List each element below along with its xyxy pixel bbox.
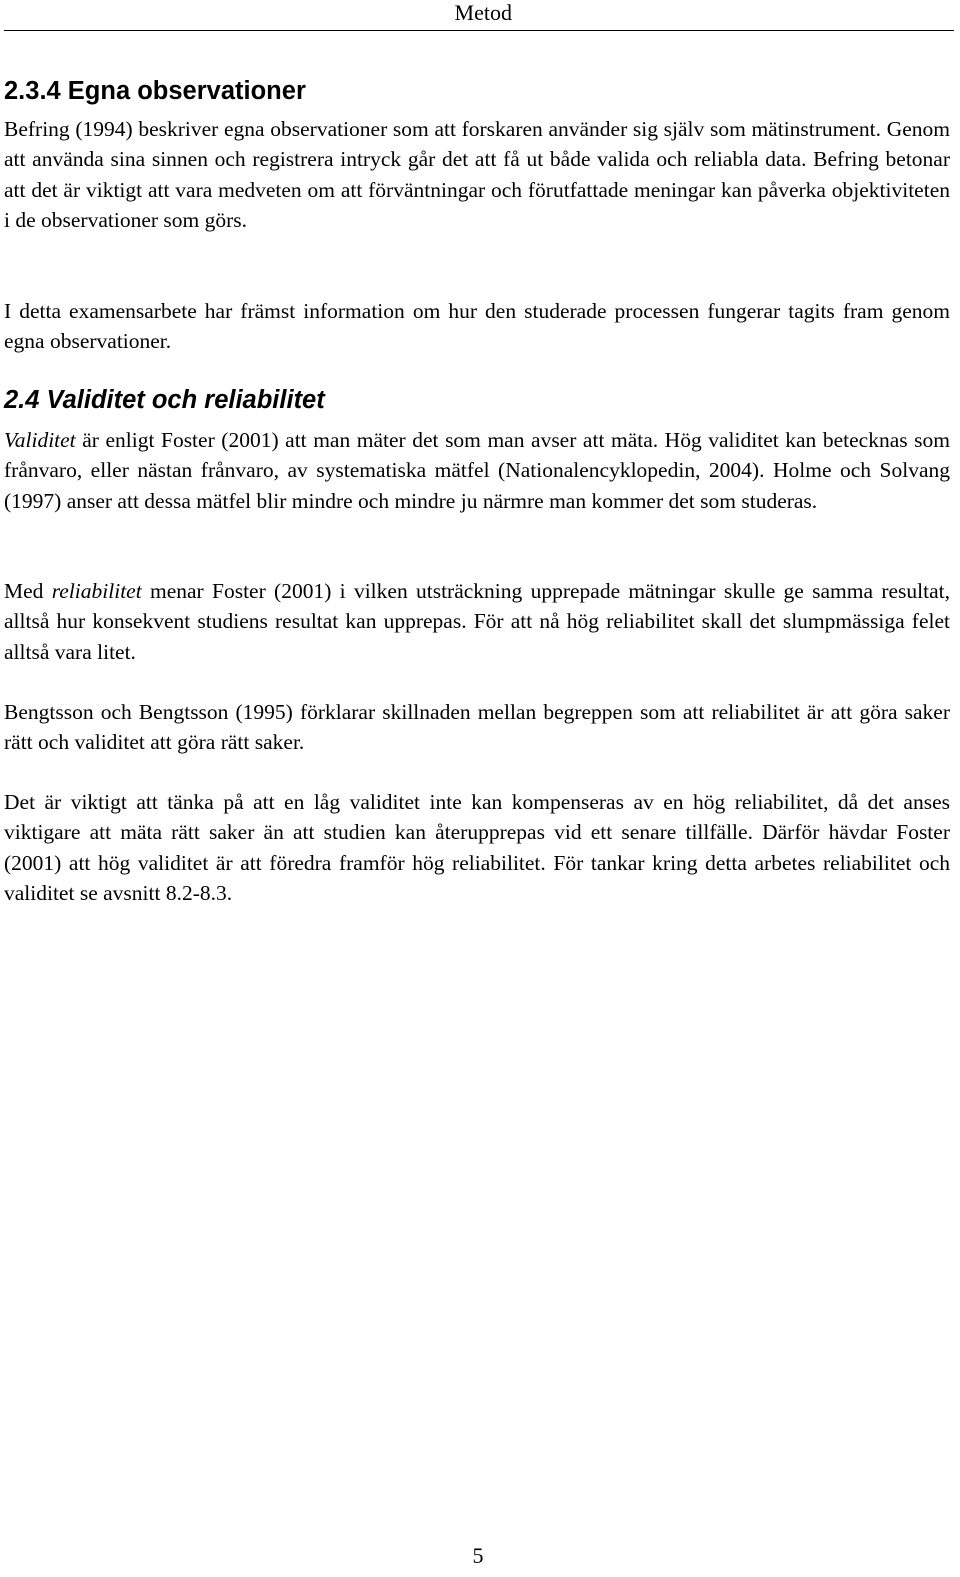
header-rule bbox=[4, 30, 954, 31]
term-reliabilitet: reliabilitet bbox=[51, 579, 142, 603]
paragraph-reliabilitet-text: menar Foster (2001) i vilken utsträckning upprepade mätningar skulle ge samma resultat, alltså hur konsekvent studiens resultat kan upprepas. För att nå hög reliabilitet skall det slumpmässiga felet alltså vara litet. bbox=[4, 579, 950, 664]
section-heading-2-4: 2.4 Validitet och reliabilitet bbox=[4, 386, 325, 414]
paragraph-reliabilitet bbox=[4, 576, 950, 667]
running-header-title: Metod bbox=[454, 0, 512, 25]
section-heading-2-3-4: 2.3.4 Egna observationer bbox=[4, 77, 306, 105]
term-validitet: Validitet bbox=[4, 428, 76, 452]
paragraph-egna-observationer-1: Befring (1994) beskriver egna observationer som att forskaren använder sig själv som mätinstrument. Genom att använda sina sinnen och registrera intryck går det att få ut både valida och reliabla data. Befring betonar att det är viktigt att vara medveten om att förväntningar och förutfattade meningar kan påverka objektiviteten i de observationer som görs. bbox=[4, 117, 950, 233]
paragraph-validitet-vs-reliabilitet: Det är viktigt att tänka på att en låg validitet inte kan kompenseras av en hög reliabilitet, då det anses viktigare att mäta rätt saker än att studien kan återupprepas vid ett senare tillfälle. Därför hävdar Foster (2001) att hög validitet är att föredra framför hög reliabilitet. För tankar kring detta arbetes reliabilitet och validitet se avsnitt 8.2-8.3. bbox=[4, 790, 950, 906]
paragraph-validitet bbox=[4, 425, 950, 516]
paragraph-bengtsson: Bengtsson och Bengtsson (1995) förklarar skillnaden mellan begreppen som att reliabilitet är att göra saker rätt och validitet att göra rätt saker. bbox=[4, 700, 950, 755]
page-number: 5 bbox=[472, 1543, 484, 1568]
paragraph-egna-observationer-2: I detta examensarbete har främst information om hur den studerade processen fungerar tagits fram genom egna observationer. bbox=[4, 299, 950, 354]
paragraph-validitet-text: är enligt Foster (2001) att man mäter det som man avser att mäta. Hög validitet kan betecknas som frånvaro, eller nästan frånvaro, av systematiska mätfel (Nationalencyklopedin, 2004). Holme och Solvang (1997) anser att dessa mätfel blir mindre och mindre ju närmre man kommer det som studeras. bbox=[4, 428, 950, 513]
paragraph-reliabilitet-lead: Med bbox=[4, 579, 52, 603]
